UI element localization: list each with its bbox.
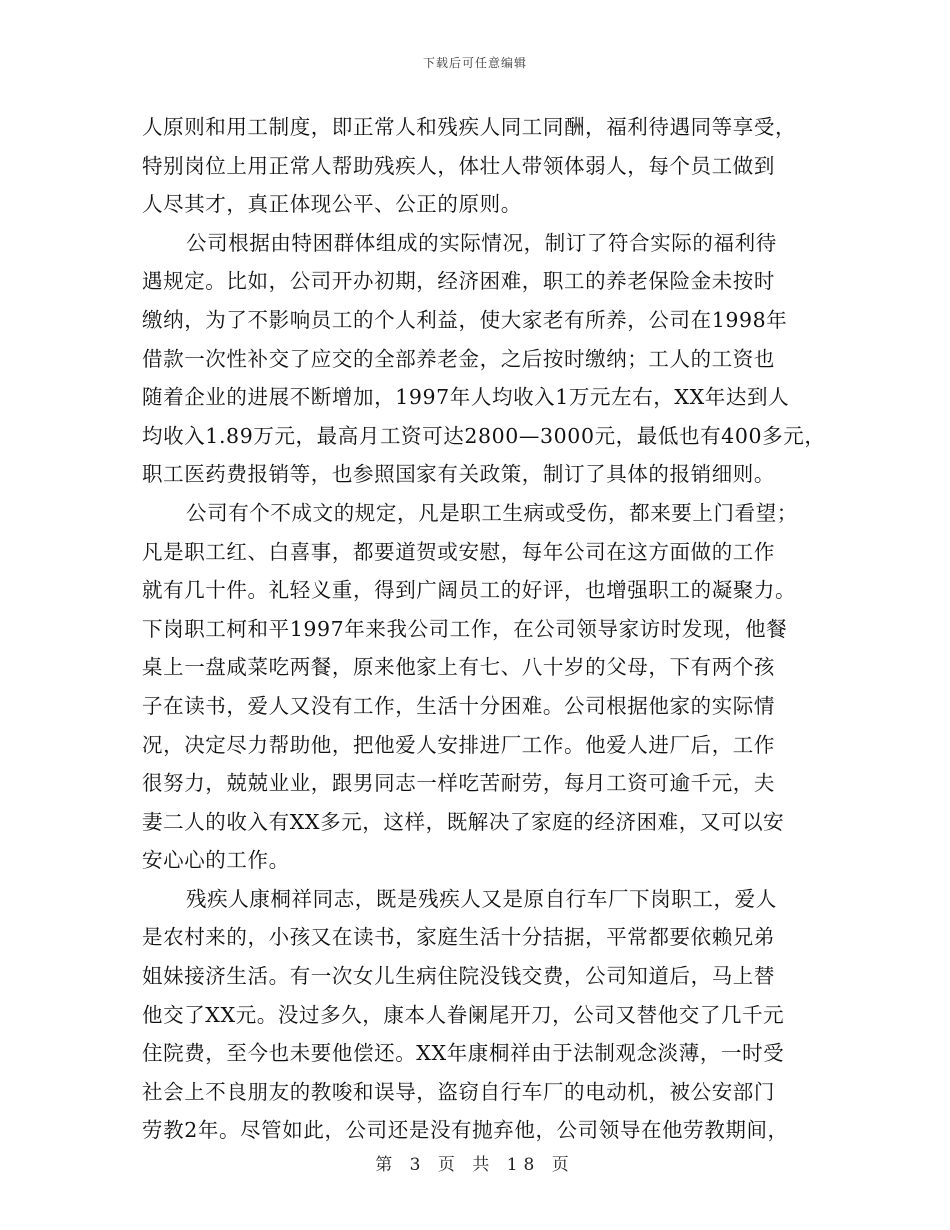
text-line: 下岗职工柯和平1997年来我公司工作，在公司领导家访时发现，他餐 bbox=[142, 616, 788, 641]
text-line: 凡是职工红、白喜事，都要道贺或安慰，每年公司在这方面做的工作 bbox=[142, 539, 775, 564]
text-line: 姐妹接济生活。有一次女儿生病住院没钱交费，公司知道后，马上替 bbox=[142, 964, 775, 989]
text-line: 是农村来的，小孩又在读书，家庭生活十分拮据，平常都要依赖兄弟 bbox=[142, 925, 775, 950]
text-line: 桌上一盘咸菜吃两餐，原来他家上有七、八十岁的父母，下有两个孩 bbox=[142, 655, 775, 680]
text-line: 公司根据由特困群体组成的实际情况，制订了符合实际的福利待 bbox=[186, 230, 777, 255]
text-line: 很努力，兢兢业业，跟男同志一样吃苦耐劳，每月工资可逾千元，夫 bbox=[142, 771, 775, 796]
text-line: 子在读书，爱人又没有工作，生活十分困难。公司根据他家的实际情 bbox=[142, 693, 775, 718]
text-line: 借款一次性补交了应交的全部养老金，之后按时缴纳；工人的工资也 bbox=[142, 346, 775, 371]
text-line: 残疾人康桐祥同志，既是残疾人又是原自行车厂下岗职工，爱人 bbox=[186, 886, 777, 911]
text-line: 社会上不良朋友的教唆和误导，盗窃自行车厂的电动机，被公安部门 bbox=[142, 1079, 775, 1104]
page-header: 下载后可任意编辑 bbox=[422, 56, 527, 70]
text-line: 妻二人的收入有XX多元，这样，既解决了家庭的经济困难，又可以安 bbox=[142, 809, 785, 834]
text-line: 职工医药费报销等，也参照国家有关政策，制订了具体的报销细则。 bbox=[142, 462, 775, 487]
text-line: 况，决定尽力帮助他，把他爱人安排进厂工作。他爱人进厂后，工作 bbox=[142, 732, 775, 757]
document-body bbox=[142, 108, 832, 1150]
text-line: 他交了XX元。没过多久，康本人眷阑尾开刀，公司又替他交了几千元 bbox=[142, 1002, 785, 1027]
text-line: 劳教2年。尽管如此，公司还是没有抛弃他，公司领导在他劳教期间， bbox=[142, 1118, 789, 1143]
text-line: 公司有个不成文的规定，凡是职工生病或受伤，都来要上门看望； bbox=[186, 500, 798, 525]
page-footer: 第 3 页 共 18 页 bbox=[375, 1155, 575, 1175]
text-line: 特别岗位上用正常人帮助残疾人，体壮人带领体弱人，每个员工做到 bbox=[142, 153, 775, 178]
text-line: 人原则和用工制度，即正常人和残疾人同工同酬，福利待遇同等享受， bbox=[142, 115, 797, 139]
text-line: 缴纳，为了不影响员工的个人利益，使大家老有所养，公司在1998年 bbox=[142, 307, 788, 332]
text-line: 安心心的工作。 bbox=[142, 848, 290, 873]
text-line: 遇规定。比如，公司开办初期，经济困难，职工的养老保险金未按时 bbox=[142, 269, 775, 294]
text-line: 就有几十件。礼轻义重，得到广阔员工的好评，也增强职工的凝聚力。 bbox=[142, 578, 797, 603]
text-line: 均收入1.89万元，最高月工资可达2800—3000元，最低也有400多元， bbox=[142, 423, 826, 448]
text-line: 住院费，至今也未要他偿还。XX年康桐祥由于法制观念淡薄，一时受 bbox=[142, 1041, 785, 1066]
text-line: 人尽其才，真正体现公平、公正的原则。 bbox=[142, 192, 522, 217]
text-line: 随着企业的进展不断增加，1997年人均收入1万元左右，XX年达到人 bbox=[142, 385, 790, 410]
